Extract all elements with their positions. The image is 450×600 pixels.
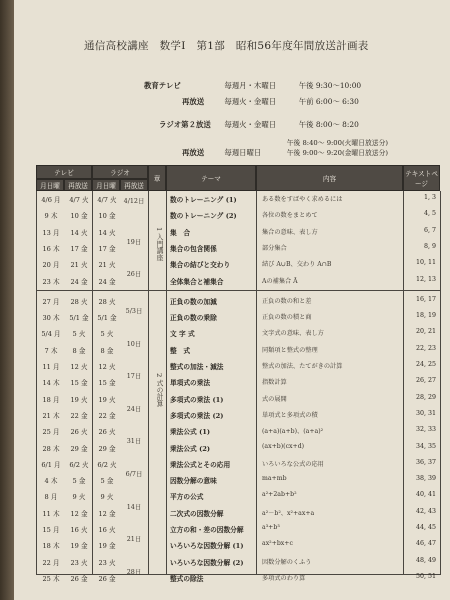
header-tv-re: 再放送: [64, 179, 92, 191]
tv-date: 5/4 月: [41, 330, 61, 339]
radio-rebroadcast-date: 17日: [126, 372, 142, 381]
radio-date: 29 金: [98, 444, 116, 453]
tv-date: 6/1 月: [41, 460, 61, 469]
page-title: 通信高校講座 数学Ⅰ 第1部 昭和56年度年間放送計画表: [84, 40, 369, 52]
tv-rebroadcast-date: 4/7 火: [69, 196, 89, 204]
radio-rebroadcast-date: 21日: [126, 535, 142, 544]
radio-rebroadcast-date: 24日: [126, 404, 142, 413]
tv-date: 20 月: [42, 261, 60, 270]
tv-rebroadcast-date: 21 火: [70, 261, 88, 270]
radio-rebroadcast-date: 6/7日: [125, 469, 143, 478]
text-pages: 28, 29: [415, 393, 436, 401]
radio-date: 8 金: [100, 346, 114, 355]
tv-rebroadcast-date: 19 金: [70, 542, 88, 551]
tv-date: 16 木: [42, 244, 60, 253]
tv-date: 15 月: [42, 526, 60, 534]
tv-date: 28 木: [42, 444, 60, 453]
text-pages: 30, 31: [415, 409, 436, 417]
content-text: 正負の数の和と差: [262, 297, 312, 305]
radio-rebroadcast-date: 4/12日: [123, 197, 145, 205]
tv-date: 7 木: [44, 346, 58, 355]
tv-rebroadcast-date: 14 火: [70, 228, 88, 237]
schedule-line: [182, 139, 388, 158]
tv-date: 4 木: [44, 477, 58, 486]
radio-date: 19 火: [98, 395, 116, 404]
tv-date: 18 月: [42, 395, 60, 404]
theme-label: 数のトレーニング (2): [170, 212, 237, 221]
text-pages: 20, 21: [415, 328, 436, 336]
tv-rebroadcast-date: 5/1 金: [69, 314, 89, 323]
theme-label: 立方の和・差の因数分解: [170, 526, 244, 534]
header-text-pages: テキストページ: [403, 165, 440, 191]
tv-rebroadcast-date: 26 火: [70, 428, 88, 437]
text-pages: 1, 3: [423, 194, 436, 201]
content-text: (ax+b)(cx+d): [262, 442, 305, 450]
tv-date: 14 木: [42, 379, 60, 388]
header-tv-main: 月日曜: [36, 179, 64, 191]
text-pages: 18, 19: [415, 312, 436, 320]
theme-label: 多項式の乗法 (2): [170, 411, 224, 420]
header-theme: テーマ: [166, 165, 256, 191]
radio-date: 23 火: [98, 558, 116, 567]
schedule-line: [144, 82, 361, 89]
radio-rebroadcast-date: 28日: [126, 567, 142, 576]
radio-rebroadcast-date: 31日: [126, 437, 142, 446]
theme-label: 集合の包含関係: [170, 244, 217, 253]
text-pages: 44, 45: [415, 524, 436, 531]
text-pages: 24, 25: [415, 361, 436, 368]
tv-rebroadcast-date: 17 金: [70, 244, 88, 253]
tv-rebroadcast-date: 12 金: [70, 509, 88, 518]
text-pages: 36, 37: [415, 458, 436, 466]
radio-rebroadcast-date: 5/3日: [125, 306, 143, 315]
schedule-days: 毎週火・金曜日: [224, 97, 277, 106]
text-pages: 46, 47: [415, 540, 436, 548]
tv-date: 27 月: [42, 297, 60, 306]
radio-rebroadcast-date: 10日: [126, 339, 142, 348]
tv-date: 11 月: [42, 363, 60, 371]
content-text: a²+2ab+b²: [262, 491, 297, 499]
theme-label: 乗法公式とその応用: [170, 460, 231, 469]
content-text: 各位の数をまとめて: [262, 212, 318, 220]
tv-rebroadcast-date: 12 火: [70, 363, 88, 371]
radio-rebroadcast-date: 14日: [126, 502, 142, 511]
tv-date: 8 月: [44, 493, 58, 502]
chapter-2: 2 式の計算: [155, 373, 163, 407]
tv-rebroadcast-date: 10 金: [70, 212, 88, 221]
content-text: 多項式のわり算: [262, 574, 306, 582]
theme-label: 全体集合と補集合: [170, 277, 224, 286]
tv-date: 18 木: [42, 542, 60, 551]
text-pages: 38, 39: [415, 475, 436, 483]
theme-label: 数のトレーニング (1): [170, 196, 237, 204]
content-text: 整式の加法、たてがきの計算: [262, 363, 343, 370]
tv-rebroadcast-date: 9 火: [72, 493, 86, 502]
tv-date: 4/6 月: [41, 196, 61, 204]
text-pages: 22, 23: [415, 344, 436, 352]
theme-label: 文 字 式: [170, 330, 195, 339]
content-text: 正負の数の積と商: [262, 314, 312, 322]
content-text: a³+b³: [262, 524, 280, 531]
theme-label: 乗法公式 (2): [170, 444, 211, 453]
radio-rebroadcast-date: 26日: [126, 270, 142, 279]
radio-date: 5 金: [100, 477, 114, 486]
tv-rebroadcast-date: 22 金: [70, 411, 88, 420]
theme-label: 二次式の因数分解: [170, 509, 224, 518]
content-text: 文字式の意味、表し方: [262, 330, 324, 338]
text-pages: 26, 27: [415, 377, 436, 385]
text-pages: 8, 9: [423, 242, 436, 250]
radio-date: 26 金: [98, 574, 116, 583]
radio-date: 5/1 金: [97, 314, 117, 323]
content-text: Aの補集合 Ā: [262, 277, 298, 285]
schedule-days: 毎週日曜日: [224, 147, 262, 157]
theme-label: 多項式の乗法 (1): [170, 395, 224, 404]
tv-rebroadcast-date: 16 火: [70, 526, 88, 534]
schedule-time: 午後 8:40～ 9:00(火曜日放送分): [286, 139, 389, 147]
tv-rebroadcast-date: 24 金: [70, 277, 88, 286]
header-content: 内容: [256, 165, 403, 191]
content-text: 結び A∪B、交わり A∩B: [262, 261, 332, 269]
text-pages: 4, 5: [423, 210, 436, 218]
text-pages: 6, 7: [423, 226, 436, 234]
tv-rebroadcast-date: 8 金: [72, 346, 86, 355]
theme-label: 整 式: [170, 346, 191, 355]
schedule-days: 毎週火・金曜日: [224, 120, 277, 129]
theme-label: 整式の加法・減法: [170, 363, 224, 371]
header-radio: ラジオ: [92, 165, 148, 179]
radio-date: 21 火: [98, 261, 116, 270]
schedule-line: [159, 121, 359, 128]
tv-date: 30 木: [42, 314, 60, 323]
text-pages: 40, 41: [415, 491, 436, 499]
tv-date: 25 月: [42, 428, 60, 437]
content-text: ax²+bx+c: [262, 540, 293, 548]
schedule-line: [182, 98, 359, 105]
tv-rebroadcast-date: 5 火: [72, 330, 86, 339]
text-pages: 42, 43: [415, 507, 436, 515]
content-text: 指数計算: [262, 379, 287, 387]
radio-date: 9 火: [100, 493, 114, 502]
theme-label: 単項式の乗法: [170, 379, 211, 388]
theme-label: 集 合: [170, 228, 191, 237]
theme-label: 因数分解の意味: [170, 477, 217, 486]
content-text: ma+mb: [262, 475, 287, 483]
content-text: a²－b²、x²+ax+a: [262, 509, 315, 517]
tv-date: 23 木: [42, 277, 60, 286]
schedule-days: 毎週月・木曜日: [224, 81, 277, 90]
tv-rebroadcast-date: 23 火: [70, 558, 88, 567]
schedule-time: 午後 9:00～ 9:20(金曜日放送分): [286, 148, 389, 157]
content-text: 部分集合: [262, 244, 287, 252]
radio-date: 6/2 火: [97, 460, 117, 469]
schedule-time: 午前 6:00～ 6:30: [298, 97, 359, 106]
text-pages: 50, 51: [415, 572, 436, 580]
radio-date: 22 金: [98, 411, 116, 420]
content-text: 単項式と多項式の積: [262, 411, 318, 419]
content-text: 式の展開: [262, 395, 287, 403]
theme-label: 乗法公式 (1): [170, 428, 211, 437]
radio-date: 12 金: [98, 509, 116, 518]
tv-date: 9 木: [44, 212, 58, 221]
content-text: 集合の意味、表し方: [262, 228, 318, 236]
tv-rebroadcast-date: 15 金: [70, 379, 88, 388]
radio-date: 4/7 火: [97, 196, 117, 204]
theme-label: 正負の数の加減: [170, 297, 217, 306]
document-page: [14, 0, 450, 600]
theme-label: 集合の結びと交わり: [170, 261, 231, 270]
content-text: ある数をすばやく求めるには: [262, 196, 343, 203]
schedule-time: 午後 8:00～ 8:20: [298, 120, 359, 129]
schedule-label: ラジオ第２放送: [159, 120, 211, 129]
chapter-1: 1 入門講座: [155, 226, 163, 261]
radio-date: 15 金: [98, 379, 116, 388]
radio-date: 26 火: [98, 428, 116, 437]
tv-rebroadcast-date: 5 金: [72, 477, 86, 486]
tv-date: 25 木: [42, 574, 60, 583]
tv-date: 21 木: [42, 411, 60, 420]
text-pages: 34, 35: [415, 442, 436, 450]
text-pages: 48, 49: [415, 556, 436, 564]
text-pages: 16, 17: [415, 295, 436, 303]
book-spine: [0, 0, 14, 600]
text-pages: 10, 11: [415, 259, 436, 267]
tv-date: 11 木: [42, 509, 60, 518]
radio-date: 24 金: [98, 277, 116, 286]
tv-rebroadcast-date: 29 金: [70, 444, 88, 453]
content-text: 因数分解のくふう: [262, 558, 312, 566]
tv-date: 13 月: [42, 228, 60, 237]
radio-date: 19 金: [98, 542, 116, 551]
schedule-label: 再放送: [182, 97, 205, 106]
radio-date: 28 火: [98, 297, 116, 306]
schedule-label: 再放送: [182, 147, 205, 157]
radio-date: 16 火: [98, 526, 116, 534]
radio-date: 14 火: [98, 228, 116, 237]
header-tv: テレビ: [36, 165, 92, 179]
text-pages: 12, 13: [415, 275, 436, 283]
radio-date: 12 火: [98, 363, 116, 371]
theme-label: いろいろな因数分解 (2): [170, 558, 244, 567]
tv-rebroadcast-date: 6/2 火: [69, 460, 89, 469]
schedule-time: 午後 9:30～10:00: [298, 81, 362, 90]
tv-date: 22 月: [42, 558, 60, 567]
schedule-label: 教育テレビ: [144, 81, 181, 90]
content-text: (a+a)(a+b)、(a+a)²: [262, 428, 324, 436]
theme-label: いろいろな因数分解 (1): [170, 542, 244, 551]
theme-label: 正負の数の乗除: [170, 314, 217, 323]
radio-date: 17 金: [98, 244, 116, 253]
theme-label: 平方の公式: [170, 493, 204, 502]
schedule-table: [36, 165, 440, 583]
radio-date: 10 金: [98, 212, 116, 221]
theme-label: 整式の除法: [170, 574, 204, 583]
text-pages: 32, 33: [415, 426, 436, 434]
tv-rebroadcast-date: 19 火: [70, 395, 88, 404]
header-chapter: 章: [148, 165, 166, 191]
header-radio-main: 月日曜: [92, 179, 120, 191]
content-text: いろいろな公式の応用: [262, 460, 324, 468]
radio-rebroadcast-date: 19日: [126, 237, 142, 246]
header-radio-re: 再放送: [120, 179, 148, 191]
tv-rebroadcast-date: 26 金: [70, 574, 88, 583]
content-text: 同類項と整式の整理: [262, 346, 318, 354]
tv-rebroadcast-date: 28 火: [70, 297, 88, 306]
radio-date: 5 火: [100, 330, 114, 339]
